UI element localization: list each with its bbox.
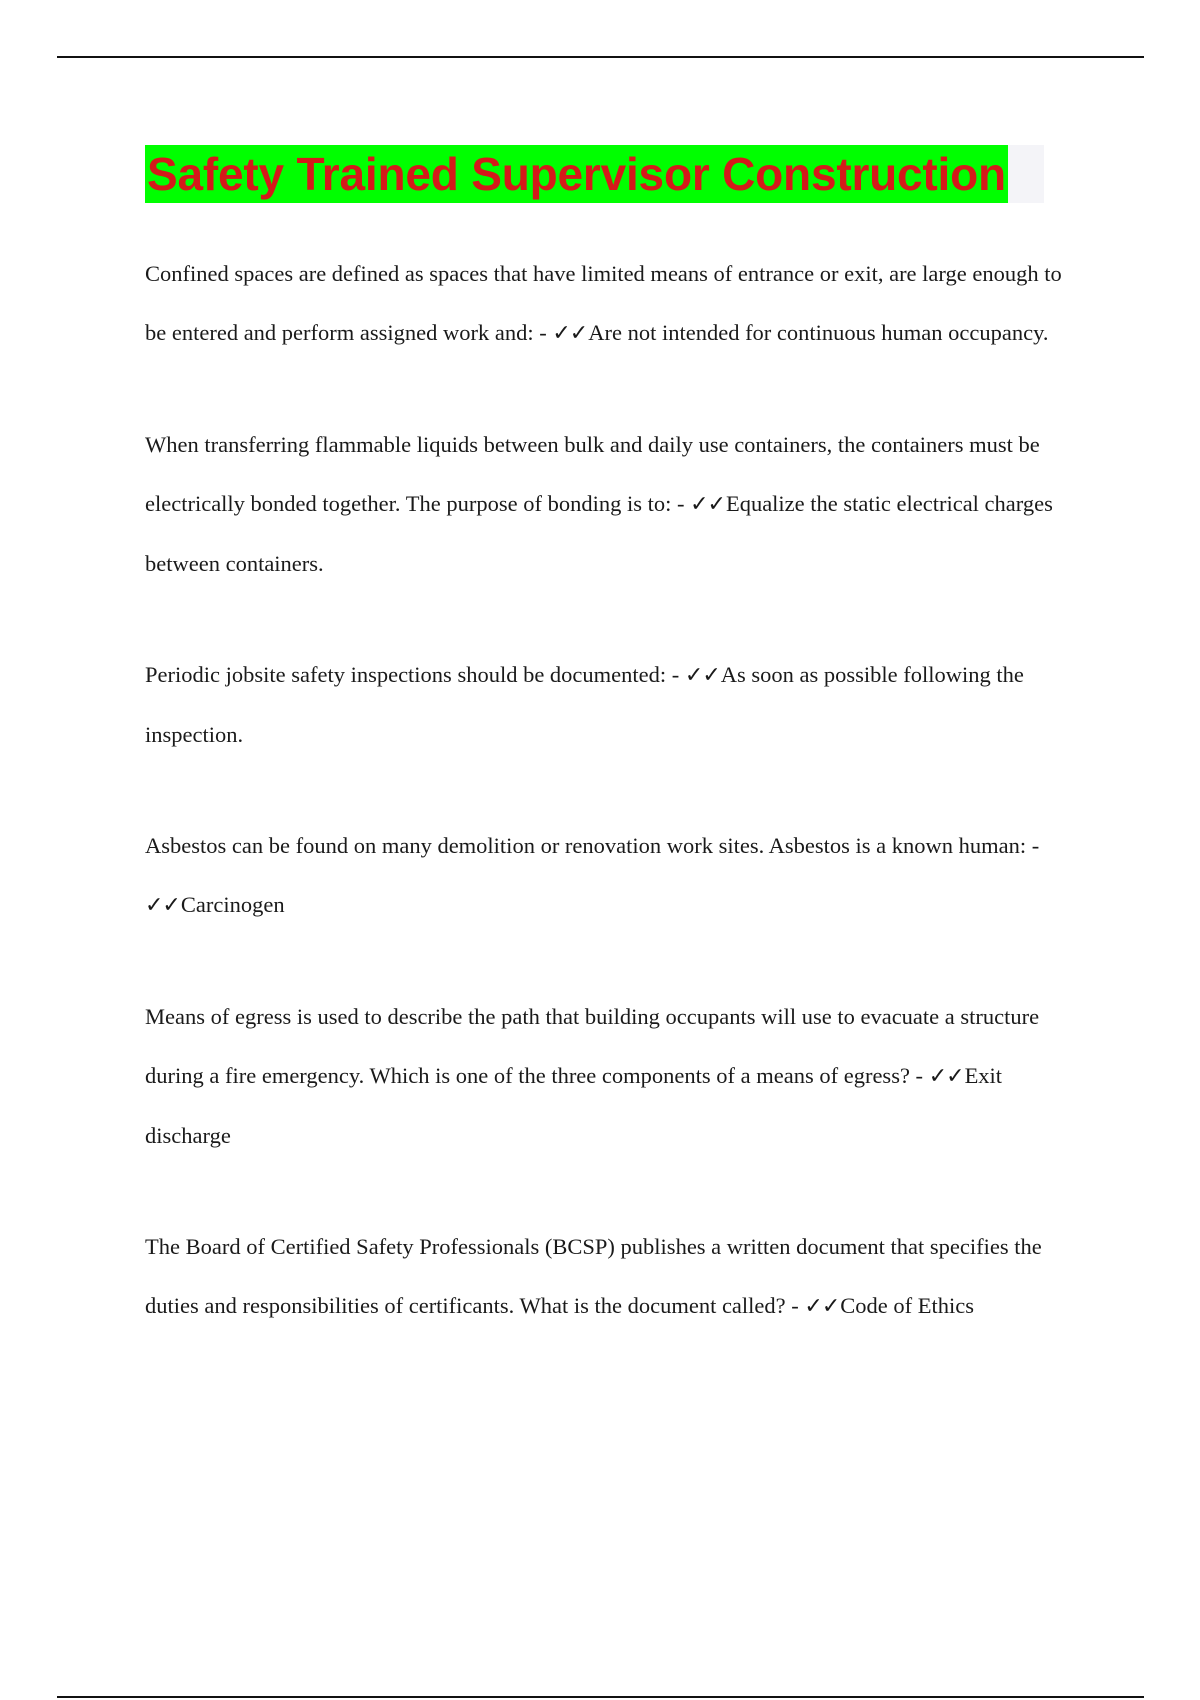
question-text: Periodic jobsite safety inspections should be documented: - bbox=[145, 662, 680, 687]
qa-item bbox=[145, 415, 1085, 593]
double-check-icon: ✓✓ bbox=[552, 321, 588, 346]
double-check-icon: ✓✓ bbox=[684, 663, 720, 688]
page-title: Safety Trained Supervisor Construction bbox=[145, 145, 1008, 203]
qa-text bbox=[145, 244, 1085, 363]
question-text: Means of egress is used to describe the path that building occupants will use to evacuate a structure during a fire emergency. Which is one of the three components of a means of egress? - bbox=[145, 1004, 1040, 1088]
double-check-icon: ✓✓ bbox=[145, 893, 180, 918]
qa-text bbox=[145, 987, 1085, 1165]
question-text: Asbestos can be found on many demolition or renovation work sites. Asbestos is a known human: - bbox=[145, 833, 1040, 858]
double-check-icon: ✓✓ bbox=[928, 1064, 964, 1089]
question-text: When transferring flammable liquids between bulk and daily use containers, the containers must be electrically bonded together. The purpose of bonding is to: - bbox=[145, 432, 1040, 516]
answer-text: Are not intended for continuous human occupancy. bbox=[588, 320, 1049, 345]
qa-text bbox=[145, 415, 1085, 593]
qa-item bbox=[145, 987, 1085, 1165]
qa-item bbox=[145, 645, 1085, 764]
answer-text: As soon as possible following the inspection. bbox=[145, 662, 1024, 747]
answer-text: Code of Ethics bbox=[840, 1293, 974, 1318]
qa-text bbox=[145, 816, 1085, 935]
qa-item bbox=[145, 816, 1085, 935]
answer-text: Exit discharge bbox=[145, 1063, 1003, 1148]
top-rule bbox=[57, 56, 1144, 58]
qa-item bbox=[145, 244, 1085, 363]
bottom-rule bbox=[57, 1696, 1144, 1698]
double-check-icon: ✓✓ bbox=[690, 492, 725, 517]
answer-text: Carcinogen bbox=[180, 892, 285, 917]
double-check-icon: ✓✓ bbox=[804, 1294, 840, 1319]
question-text: Confined spaces are defined as spaces that have limited means of entrance or exit, are large enough to be entered and perform assigned work and: - bbox=[145, 261, 1062, 345]
qa-item bbox=[145, 1217, 1085, 1336]
question-text: The Board of Certified Safety Professionals (BCSP) publishes a written document that specifies the duties and responsibilities of certificants. What is the document called? - bbox=[145, 1234, 1042, 1318]
answer-text: Equalize the static electrical charges between containers. bbox=[145, 491, 1053, 576]
qa-list bbox=[145, 244, 1085, 1388]
title-block bbox=[145, 145, 1044, 203]
qa-text bbox=[145, 1217, 1085, 1336]
title-highlight-tail bbox=[1008, 145, 1044, 203]
qa-text bbox=[145, 645, 1085, 764]
